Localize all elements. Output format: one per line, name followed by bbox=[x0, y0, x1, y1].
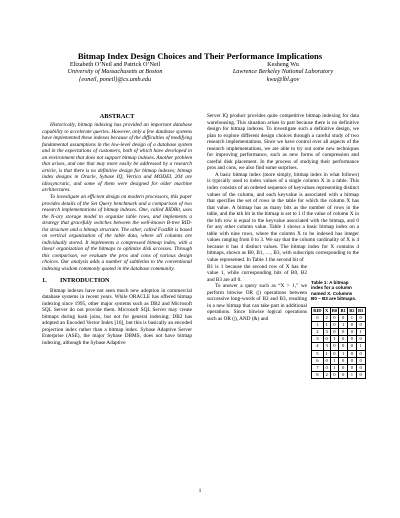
page-number: 1 bbox=[198, 488, 202, 494]
body-paragraph: Server IQ product provides quite competitive bitmap indexing for data warehousing. This situation arises in part because there is no definitive design for bitmap indexes. To investigate such a definitive design, we plan to explore different design choices through a careful study of two research implementations. Since we have control over all aspects of the research implementations, we are able to try out some new techniques for improving performance, such as new forms of compression and careful disk placement. In the process of studying their performance pros and cons, we also find some surprises. bbox=[207, 113, 359, 172]
author-block-right bbox=[208, 61, 358, 83]
table-cell: 0 bbox=[339, 364, 348, 371]
table-cell: 1 bbox=[330, 336, 339, 343]
table-cell: 0 bbox=[330, 315, 339, 322]
table-cell: 3 bbox=[323, 329, 330, 336]
body-paragraph: B1 is 1 because the second row of X has the value 1, while corresponding bits of B0, B2 and B3 are all 0. bbox=[207, 263, 307, 283]
table-cell: 0 bbox=[339, 336, 348, 343]
table-cell: 0 bbox=[323, 357, 330, 364]
table-cell: 0 bbox=[348, 343, 357, 350]
section-title: INTRODUCTION bbox=[60, 276, 110, 284]
section-number: 1. bbox=[42, 276, 47, 284]
table-caption: Table 1: A bitmap index for a column named X. Columns B0 – B3 are bitmaps. bbox=[311, 279, 357, 302]
table-cell: 0 bbox=[348, 336, 357, 343]
body-paragraph: A basic bitmap index (more simply, bitmap index in what follows) is typically used to index values of a single column X in a table. This index consists of an ordered sequence of keyvalues representing distinct values of the column, and each keyvalue is associated with a bitmap that specifies the set of rows in the table for which the column X has that value. A bitmap has as many bits as the number of rows in the table, and the kth bit in the bitmap is set to 1 if the value of column X in the kth row is equal to the keyvalue associated with the bitmap, and 0 for any other column value. Table 1 shows a basic bitmap index on a table with nine rows, where the column X to be indexed has integer values ranging from 0 to 3. We say that the column cardinality of X is 4 because it has 4 distinct values. The bitmap index for X contains 4 bitmaps, shown as B0, B1, …, B3, with subscripts corresponding to the value represented. In Table 1 the second bit of bbox=[207, 171, 359, 264]
table-cell: 4 bbox=[312, 343, 324, 350]
author-affiliation: University of Massachusetts at Boston bbox=[67, 68, 163, 76]
text-and-table bbox=[207, 263, 364, 379]
wrapped-text bbox=[207, 264, 307, 379]
table-header-cell: RID bbox=[313, 307, 322, 313]
table-cell: 3 bbox=[323, 343, 330, 350]
table-row bbox=[312, 329, 366, 336]
table-cell: 0 bbox=[330, 329, 339, 336]
table-cell: 0 bbox=[330, 322, 339, 329]
table-cell: 0 bbox=[348, 329, 357, 336]
table-cell: 1 bbox=[330, 357, 339, 364]
table-cell: 0 bbox=[348, 322, 357, 329]
author-email: {eoneil, poneil}@cs.umb.edu bbox=[78, 75, 152, 83]
table-row bbox=[312, 343, 366, 350]
table-cell: 0 bbox=[356, 350, 365, 357]
table-cell: 1 bbox=[323, 322, 330, 329]
table-cell: 1 bbox=[323, 350, 330, 357]
abstract-heading: ABSTRACT bbox=[99, 113, 135, 120]
table-cell: 2 bbox=[323, 315, 330, 322]
table-cell: 2 bbox=[312, 329, 324, 336]
table-cell: 0 bbox=[356, 315, 365, 322]
table-cell: 0 bbox=[312, 315, 324, 322]
table-cell: 2 bbox=[323, 371, 330, 378]
table-row bbox=[312, 364, 366, 371]
table-cell: 1 bbox=[312, 322, 324, 329]
table-row bbox=[312, 322, 366, 329]
right-column bbox=[207, 113, 364, 379]
author-names: Kesheng Wu bbox=[267, 61, 299, 68]
table-cell: 0 bbox=[356, 364, 365, 371]
table-cell: 8 bbox=[312, 371, 324, 378]
table-cell: 0 bbox=[330, 343, 339, 350]
table-cell: 0 bbox=[323, 364, 330, 371]
table-cell: 0 bbox=[348, 357, 357, 364]
author-block-left bbox=[40, 61, 190, 83]
table-cell: 0 bbox=[339, 329, 348, 336]
table-row bbox=[312, 371, 366, 378]
table-body bbox=[312, 315, 366, 379]
table-cell: 0 bbox=[339, 343, 348, 350]
table-cell: 1 bbox=[348, 315, 357, 322]
table-cell: 0 bbox=[356, 336, 365, 343]
table-cell: 0 bbox=[330, 350, 339, 357]
table-cell: 0 bbox=[339, 357, 348, 364]
table-row bbox=[312, 357, 366, 364]
table-cell: 5 bbox=[312, 350, 324, 357]
table-cell: 3 bbox=[312, 336, 324, 343]
table-cell: 0 bbox=[330, 371, 339, 378]
table-header-cell: B3 bbox=[357, 307, 364, 313]
table-cell: 6 bbox=[312, 357, 324, 364]
table-row bbox=[312, 336, 366, 343]
body-paragraph: Bitmap indexes have not seen much new adoption in commercial database systems in recent years. While ORACLE has offered bitmap indexing since 1995, other major systems such as DB2 and Microsoft SQL Server do not provide them. Microsoft SQL Server may create bitmaps during hash joins, but not for general indexing; DB2 has adopted an Encoded Vector Index [16], but this is basically an encoded projection index rather than a bitmap index. Sybase Adaptive Server Enterprise (ASE), the major Sybase DBMS, does not have bitmap indexing, although the Sybase Adaptive bbox=[42, 287, 192, 346]
table-cell: 0 bbox=[339, 371, 348, 378]
table-header-cell: B1 bbox=[340, 307, 346, 313]
table-cell: 0 bbox=[356, 357, 365, 364]
table-cell: 0 bbox=[339, 315, 348, 322]
left-column bbox=[42, 113, 192, 347]
author-names: Elizabeth O’Neil and Patrick O’Neil bbox=[69, 61, 161, 68]
table-header-cell: B2 bbox=[349, 307, 355, 313]
table-cell: 0 bbox=[348, 350, 357, 357]
table-header-row bbox=[312, 307, 366, 314]
table-cell: 7 bbox=[312, 364, 324, 371]
table-row bbox=[312, 350, 366, 357]
author-affiliation: Lawrence Berkeley National Laboratory bbox=[232, 68, 334, 76]
table-1 bbox=[311, 264, 364, 379]
table-cell: 0 bbox=[356, 371, 365, 378]
table-cell: 0 bbox=[323, 336, 330, 343]
author-email: kwu@lbl.gov bbox=[266, 75, 300, 83]
table-cell: 0 bbox=[356, 322, 365, 329]
paper-title: Bitmap Index Design Choices and Their Performance Implications bbox=[77, 51, 323, 61]
table-header-cell: X bbox=[325, 307, 329, 313]
table-cell: 1 bbox=[348, 371, 357, 378]
table-cell: 1 bbox=[339, 350, 348, 357]
table-cell: 0 bbox=[348, 364, 357, 371]
table-cell: 1 bbox=[339, 322, 348, 329]
table-header-cell: B0 bbox=[331, 307, 338, 313]
table-cell: 1 bbox=[330, 364, 339, 371]
table-cell: 1 bbox=[356, 343, 365, 350]
body-paragraph: To answer a query such as “X > 1,” we perform bitwise OR (|) operations between successive long-words of B2 and B3, resulting in a new bitmap that can take part in additional operations. Since bitwise logical operations such as OR (|), AND (&) and bbox=[207, 283, 307, 322]
abstract bbox=[42, 113, 192, 273]
bitmap-table bbox=[311, 307, 366, 379]
table-cell: 1 bbox=[356, 329, 365, 336]
table-row bbox=[312, 315, 366, 322]
abstract-paragraph: Historically, bitmap indexing has provided an important database capability to accelerate queries. However, only a few database systems have implemented these indexes because of the difficulties of modifying fundamental assumptions in the low-level design of a database system and in the expectations of customers, both of which have developed in an environment that does not support bitmap indexes. Another problem that arises, and one that may more easily be addressed by a research article, is that there is no definitive design for bitmap indexes; bitmap index designs in Oracle, Sybase IQ, Vertica and MODEL 204 are idiosyncratic, and some of them were designed for older machine architectures. bbox=[42, 122, 192, 194]
abstract-paragraph: To investigate an efficient design on modern processors, this paper provides details of the Set Query benchmark and a comparison of two research implementations of bitmap indexes. One, called RIDBit, uses the N-ary storage model to organize table rows, and implements a strategy that gracefully switches between the well-known B-tree RID-list structure and a bitmap structure. The other, called FastBit is based on vertical organization of the table data, where all columns are individually stored. It implements a compressed bitmap index, with a linear organization of the bitmaps to optimize disk accesses. Through this comparison, we evaluate the pros and cons of various design choices. Our analysis adds a number of subtleties to the conventional indexing wisdom commonly quoted in the database community. bbox=[42, 194, 192, 273]
section-heading bbox=[42, 277, 192, 285]
